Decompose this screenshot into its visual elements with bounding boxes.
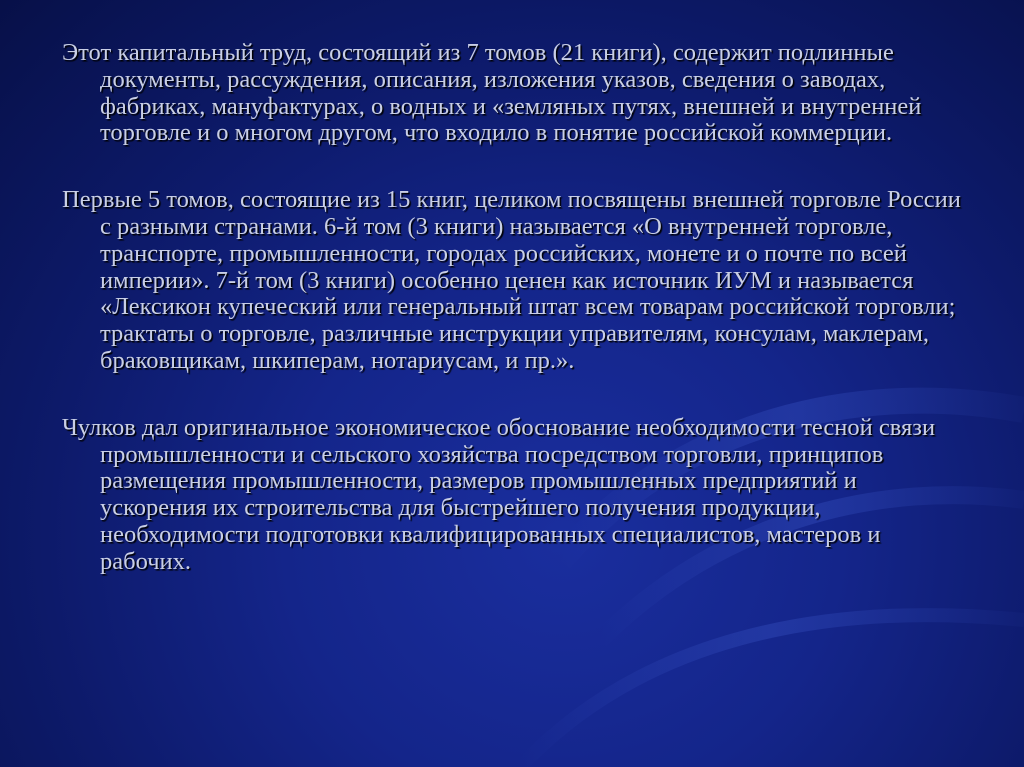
paragraph-chulkov-justification: Чулков дал оригинальное экономическое обоснование необходимости тесной связи промышленности и сельского хозяйства посредством торговли, принципов размещения промышленности, размеров промышленных предприятий и ускорения их строительства для быстрейшего получения продукции, необходимости подготовки квалифицированных специалистов, мастеров и рабочих. — [62, 413, 936, 575]
paragraph-volumes-overview: Этот капитальный труд, состоящий из 7 томов (21 книги), содержит подлинные документы, рассуждения, описания, изложения указов, сведения о заводах, фабриках, мануфактурах, о водных и «земляных путях, внешней и внутренней торговле и о многом другом, что входило в понятие российской коммерции. — [62, 39, 922, 147]
slide-body — [62, 40, 962, 576]
paragraph-volumes-contents: Первые 5 томов, состоящие из 15 книг, целиком посвящены внешней торговле России с разными странами. 6-й том (3 книги) называется «О внутренней торговле, транспорте, промышленности, городах российских, монете и о почте по всей империи». 7-й том (3 книги) особенно ценен как источник ИУМ и называется «Лексикон купеческий или генеральный штат всем товарам российской торговли; трактаты о торговле, различные инструкции управителям, консулам, маклерам, браковщикам, шкиперам, нотариусам, и пр.». — [62, 186, 961, 374]
